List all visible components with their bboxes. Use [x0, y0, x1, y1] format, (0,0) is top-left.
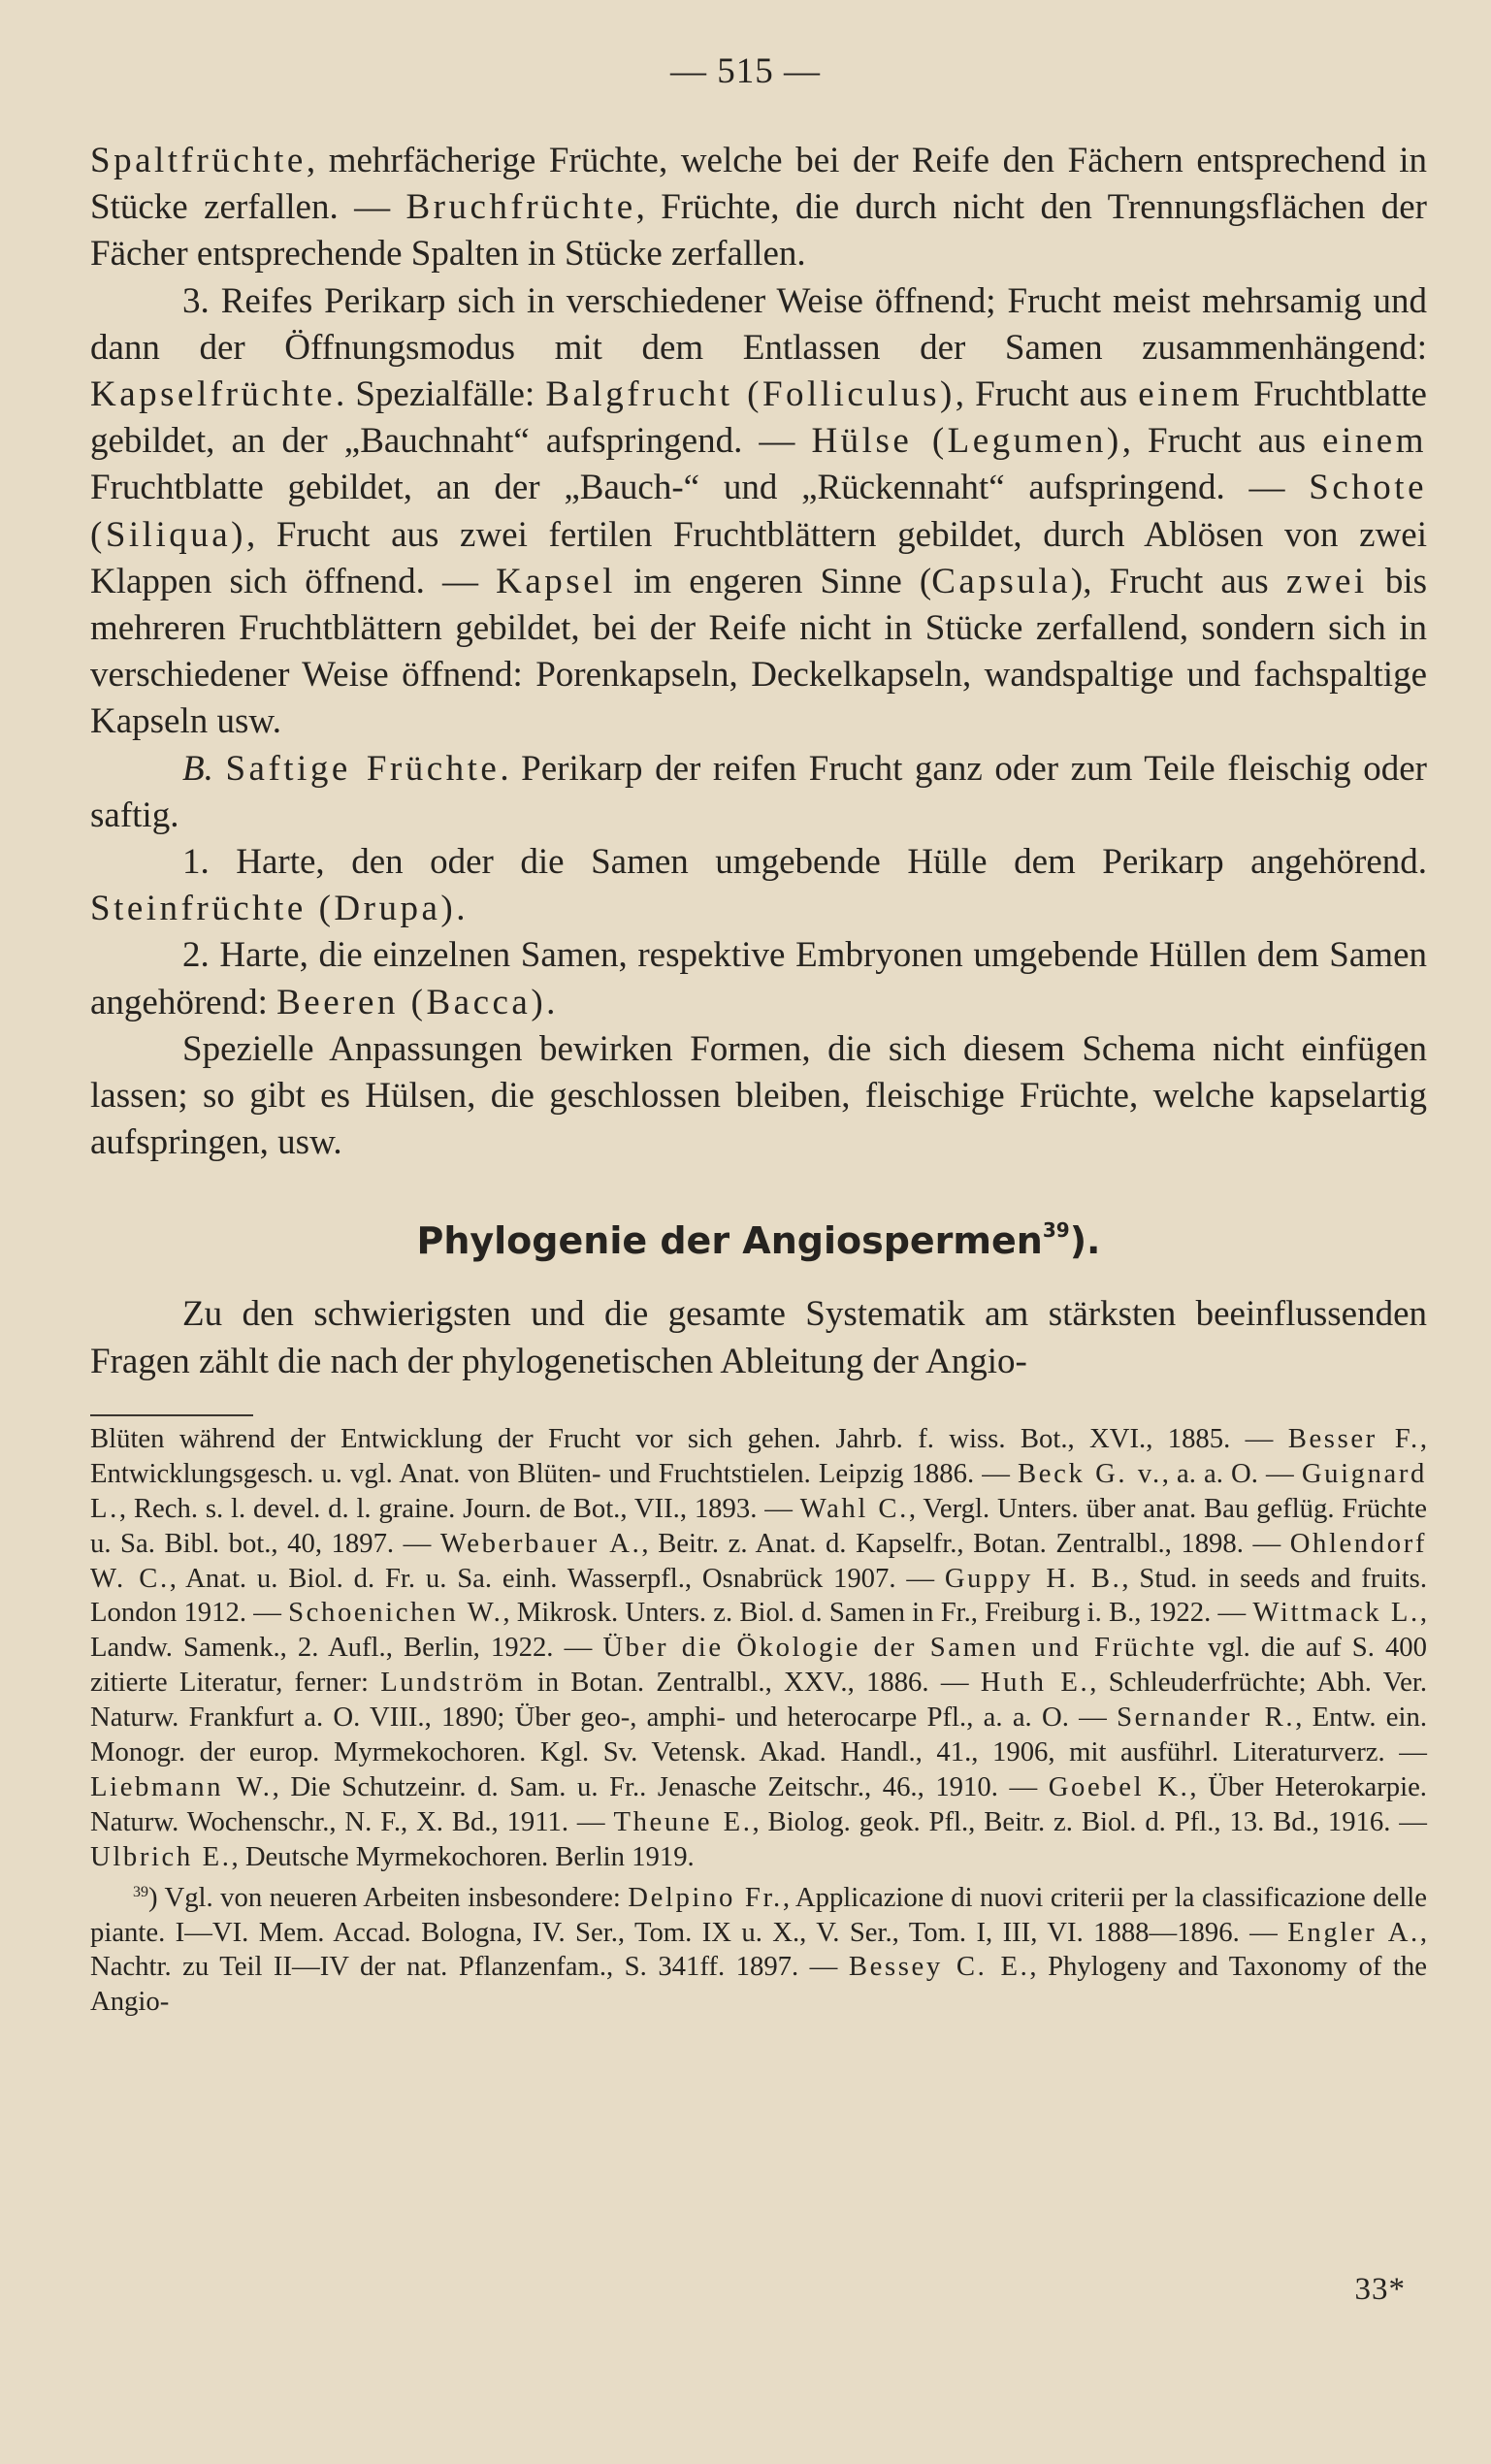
term-saftige-fruechte: Saftige Früchte	[225, 748, 501, 789]
text-run: , a. a. O. —	[1161, 1457, 1302, 1489]
text-run: , Phylogeny and Taxonomy of the Angio-	[90, 1951, 1427, 2018]
text-run: .	[546, 982, 556, 1022]
term-schote: Schote (Siliqua)	[90, 468, 1427, 555]
author-name: Engler A.	[1287, 1916, 1420, 1948]
author-name: Wahl C.	[799, 1492, 909, 1524]
text-run: Fruchtblatte gebildet, an der „Bauch-“ und „Rückennaht“ aufspringend. —	[90, 468, 1310, 508]
author-name: Wittmack L.	[1252, 1597, 1420, 1629]
text-run: , Entwicklungsgesch. u. vgl. Anat. von Blüten- und Fruchtstielen. Leipzig 1886. —	[90, 1422, 1427, 1489]
text-run: , mehrfächerige Früchte, welche bei der Reife den Fächern entsprechend in Stücke zerfallen. —	[90, 141, 1427, 228]
text-run: , Frucht aus	[955, 374, 1139, 415]
heading-text: Phylogenie der Angiospermen	[416, 1219, 1043, 1263]
text-run: , Frucht aus zwei fertilen Fruchtblättern gebildet, durch Ablösen von zwei Klappen sich öffnend. —	[90, 514, 1427, 601]
term-bruchfruechte: Bruchfrüchte	[405, 187, 636, 228]
author-name: Huth E.	[980, 1667, 1090, 1699]
term-balgfrucht: Balgfrucht (Folliculus)	[545, 374, 956, 415]
text-run: im engeren Sinne (	[615, 561, 932, 601]
text-run: , Beitr. z. Anat. d. Kapselfr., Botan. Zentralbl., 1898. —	[641, 1527, 1290, 1559]
text-run: . Perikarp der reifen Frucht ganz oder zum Teile fleischig oder saftig.	[90, 748, 1427, 835]
text-run: , Schleuderfrüchte; Abh. Ver. Naturw. Frankfurt a. O. VIII., 1890; Über geo-, amphi- und heterocarpe Pfl., a. a. O. —	[90, 1667, 1428, 1734]
text-run: ), Frucht aus	[1070, 561, 1286, 601]
paragraph-beeren	[90, 932, 1427, 1025]
text-run: , Mikrosk. Unters. z. Biol. d. Samen in Fr., Freiburg i. B., 1922. —	[502, 1597, 1253, 1629]
section-heading	[90, 1207, 1427, 1264]
text-run: , Frucht aus	[1121, 421, 1323, 462]
text-run: . Spezialfälle:	[336, 374, 546, 415]
footnote-number: 39	[133, 1883, 148, 1900]
text-run: Blüten während der Entwicklung der Frucht vor sich gehen. Jahrb. f. wiss. Bot., XVI., 1885. —	[90, 1422, 1288, 1454]
term-huelse: Hülse (Legumen)	[811, 421, 1122, 462]
text-run: , Die Schutzeinr. d. Sam. u. Fr.. Jenasche Zeitschr., 46., 1910. —	[272, 1770, 1049, 1802]
term-zwei: zwei	[1285, 561, 1368, 601]
author-name: Guignard L.	[90, 1457, 1427, 1524]
signature-mark: 33*	[1354, 2272, 1406, 2307]
author-name: Schoenichen W.	[288, 1597, 503, 1629]
text-run: , Stud. in seeds and fruits. London 1912. —	[90, 1562, 1428, 1629]
author-name: Bessey C. E.	[848, 1951, 1030, 1983]
text-run: , Anat. u. Biol. d. Fr. u. Sa. einh. Wasserpfl., Osnabrück 1907. —	[169, 1562, 945, 1594]
page-number: — 515 —	[670, 51, 821, 91]
paragraph-spaltfruechte	[90, 138, 1427, 278]
text-run: , Früchte, die durch nicht den Trennungsflächen der Fächer entsprechende Spalten in Stücke zerfallen.	[90, 187, 1427, 275]
text-run: , Vergl. Unters. über anat. Bau geflüg. Früchte u. Sa. Bibl. bot., 40, 1897. —	[90, 1492, 1427, 1559]
text-run: , Biolog. geok. Pfl., Beitr. z. Biol. d. Pfl., 13. Bd., 1916. —	[752, 1805, 1427, 1837]
heading-footnote-ref: 39	[1042, 1218, 1070, 1243]
topic-phrase: Über die Ökologie der Samen und Früchte	[602, 1632, 1197, 1664]
footnote-continued	[90, 1422, 1427, 1875]
term-spaltfruechte: Spaltfrüchte	[90, 141, 307, 180]
author-name: Delpino Fr.	[628, 1881, 783, 1913]
author-name: Guppy H. B.	[944, 1562, 1122, 1594]
text-run: 2. Harte, die einzelnen Samen, respektive Embryonen umgebende Hüllen dem Samen angehörend:	[90, 935, 1427, 1022]
author-name: Lundström	[380, 1667, 526, 1699]
text-run: Fruchtblatte gebildet, an der „Bauchnaht“ aufspringend. —	[90, 374, 1427, 462]
text-run: , Applicazione di nuovi criterii per la classificazione delle piante. I—VI. Mem. Accad. Bologna, IV. Ser., Tom. IX u. X., V. Ser., Tom. I, III, VI. 1888—1896. —	[90, 1881, 1427, 1948]
text-run: , Über Heterokarpie. Naturw. Wochenschr., N. F., X. Bd., 1911. —	[90, 1770, 1427, 1837]
term-einem: einem	[1322, 421, 1427, 462]
author-name: Weberbauer A.	[439, 1527, 642, 1559]
paragraph-phylogenie: Zu den schwierigsten und die gesamte Systematik am stärksten beeinflussenden Fragen zählt die nach der phylogenetischen Ableitung der Angio-	[90, 1294, 1427, 1381]
text-run: , Landw. Samenk., 2. Aufl., Berlin, 1922. —	[90, 1597, 1427, 1664]
author-name: Ulbrich E.	[90, 1840, 232, 1872]
text-run: , Deutsche Myrmekochoren. Berlin 1919.	[231, 1840, 695, 1872]
author-name: Ohlendorf W. C.	[90, 1527, 1428, 1594]
term-beeren: Beeren (Bacca)	[276, 982, 547, 1022]
text-run: in Botan. Zentralbl., XXV., 1886. —	[525, 1667, 981, 1699]
text-run: , Entw. ein. Monogr. der europ. Myrmekochoren. Kgl. Sv. Vetensk. Akad. Handl., 41., 1906, mit ausführl. Literaturverz. —	[90, 1702, 1427, 1768]
text-run: 3. Reifes Perikarp sich in verschiedener Weise öffnend; Frucht meist mehrsamig und dann der Öffnungsmodus mit dem Entlassen der Samen zusammenhängend:	[90, 280, 1427, 368]
term-steinfruechte: Steinfrüchte (Drupa)	[90, 889, 457, 929]
paragraph-kapselfruechte	[90, 278, 1427, 746]
text-run: bis mehreren Fruchtblättern gebildet, bei der Reife nicht in Stücke zerfallend, sondern sich in verschiedener Weise öffnend: Porenkapseln, Deckelkapseln, wandspaltige und fachspaltige Kapseln usw.	[90, 561, 1428, 742]
paragraph-saftige-fruechte	[90, 746, 1427, 839]
footnotes	[90, 1422, 1427, 2020]
author-name: Beck G. v.	[1018, 1457, 1162, 1489]
text-run: , Rech. s. l. devel. d. l. graine. Journ. de Bot., VII., 1893. —	[118, 1492, 800, 1524]
footnote-39	[90, 1875, 1427, 2021]
text-run: vgl. die auf S. 400 zitierte Literatur, ferner:	[90, 1632, 1427, 1699]
paragraph-steinfruechte	[90, 839, 1427, 932]
author-name: Theune E.	[613, 1805, 753, 1837]
author-name: Goebel K.	[1048, 1770, 1190, 1802]
term-kapselfruechte: Kapselfrüchte	[90, 374, 337, 415]
heading-tail: ).	[1069, 1219, 1101, 1263]
term-capsula: Capsula	[931, 561, 1071, 601]
text-run: , Nachtr. zu Teil II—IV der nat. Pflanzenfam., S. 341ff. 1897. —	[90, 1916, 1427, 1983]
text-run: 1. Harte, den oder die Samen umgebende Hülle dem Perikarp angehörend.	[182, 842, 1427, 883]
author-name: Besser F.	[1287, 1422, 1420, 1454]
text-run: .	[456, 889, 466, 929]
term-kapsel: Kapsel	[496, 561, 616, 601]
footnote-divider	[90, 1414, 253, 1416]
section-letter: B.	[182, 748, 213, 789]
paragraph-anpassungen: Spezielle Anpassungen bewirken Formen, die sich diesem Schema nicht einfügen lassen; so gibt es Hülsen, die geschlossen bleiben, fleischige Früchte, welche kapselartig aufspringen, usw.	[90, 1028, 1427, 1163]
author-name: Sernander R.	[1117, 1702, 1296, 1734]
term-einem: einem	[1138, 374, 1244, 415]
main-text	[90, 138, 1427, 2020]
text-run: ) Vgl. von neueren Arbeiten insbesondere:	[148, 1881, 629, 1913]
author-name: Liebmann W.	[90, 1770, 273, 1802]
